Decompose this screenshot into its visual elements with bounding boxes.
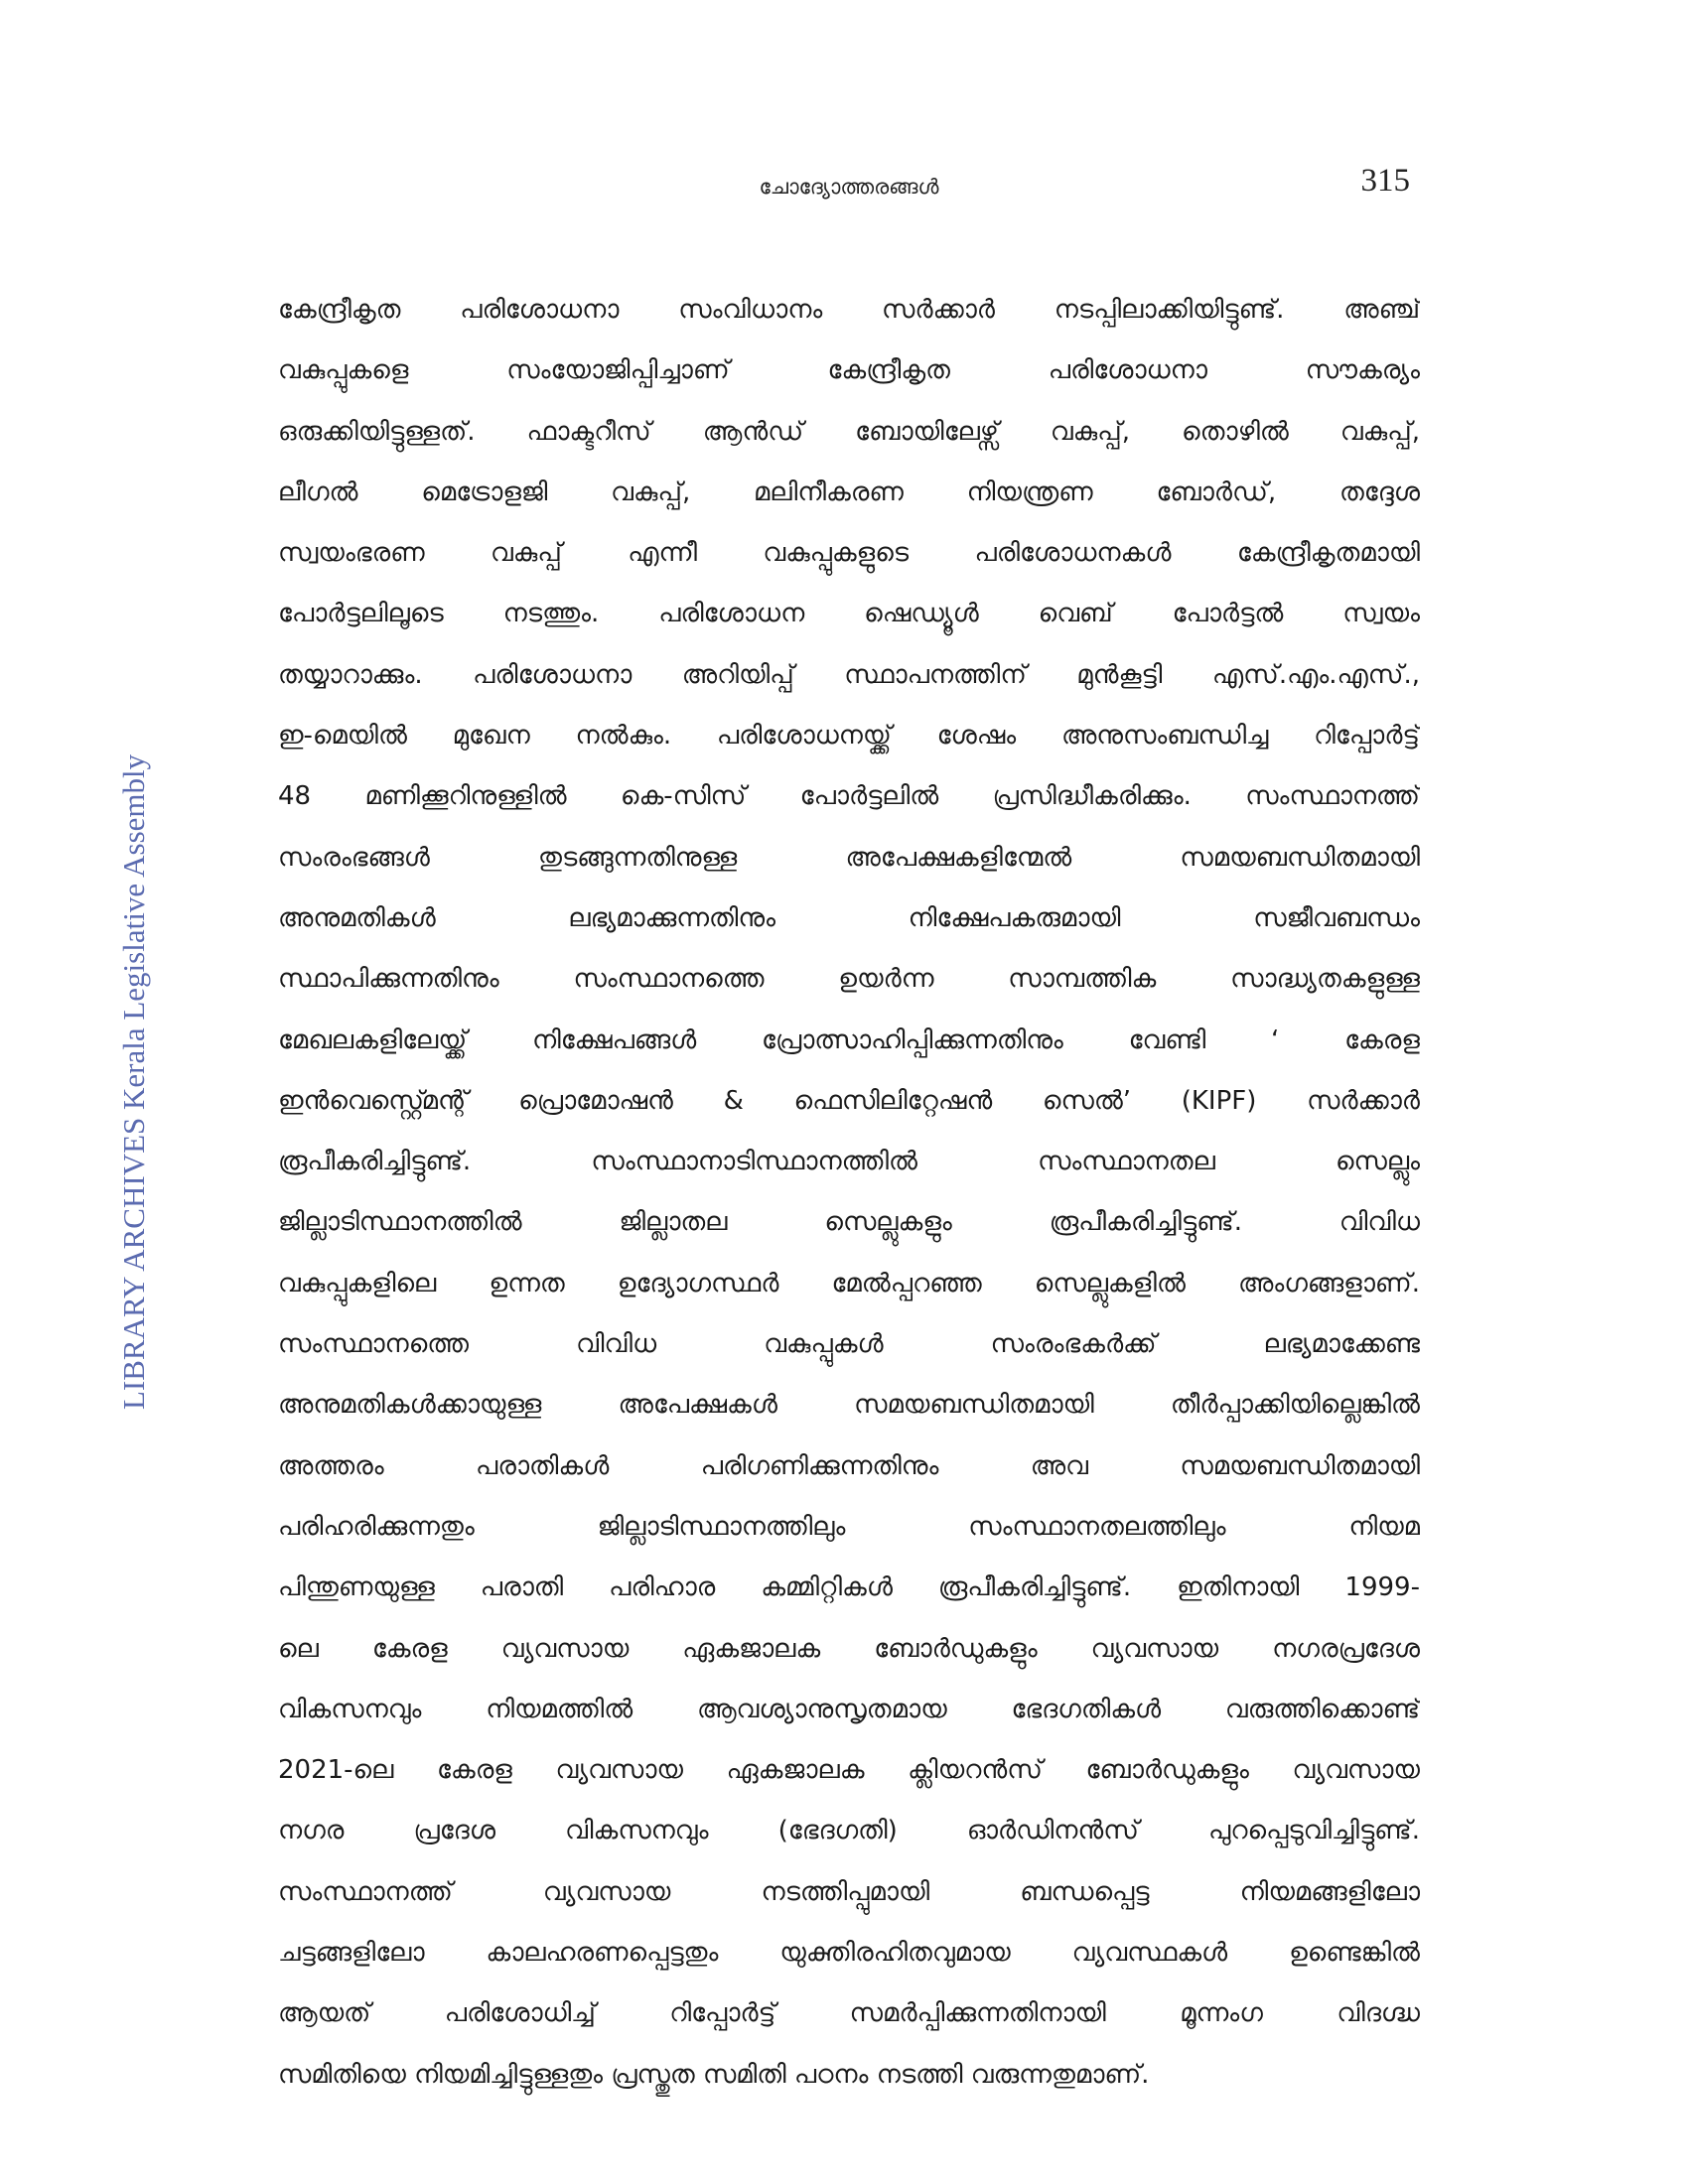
text-line: സ്വയംഭരണ വകുപ്പ് എന്നീ വകുപ്പുകളുടെ പരിശോധനകൾ കേന്ദ്രീകൃതമായി [278, 538, 1420, 569]
text-line: വികസനവും നിയമത്തിൽ ആവശ്യാനുസൃതമായ ഭേദഗതികൾ വരുത്തിക്കൊണ്ട് [278, 1694, 1420, 1724]
text-line: കേന്ദ്രീകൃത പരിശോധനാ സംവിധാനം സർക്കാർ നടപ്പിലാക്കിയിട്ടുണ്ട്. അഞ്ച് [278, 295, 1420, 325]
text-line: സംസ്ഥാനത്ത് വ്യവസായ നടത്തിപ്പുമായി ബന്ധപ്പെട്ട നിയമങ്ങളിലോ [278, 1876, 1420, 1907]
text-line: രൂപീകരിച്ചിട്ടുണ്ട്. സംസ്ഥാനാടിസ്ഥാനത്തിൽ സംസ്ഥാനതല സെല്ലും [278, 1147, 1420, 1177]
text-line: സംസ്ഥാനത്തെ വിവിധ വകുപ്പുകൾ സംരംഭകർക്ക് ലഭ്യമാക്കേണ്ട [278, 1329, 1420, 1360]
side-watermark: LIBRARY ARCHIVES Kerala Legislative Assembly [116, 753, 151, 1410]
text-line-last: സമിതിയെ നിയമിച്ചിട്ടുള്ളതും പ്രസ്തുത സമിതി പഠനം നടത്തി വരുന്നതുമാണ്. [278, 2059, 1150, 2090]
page-number: 315 [1360, 163, 1410, 199]
text-line: ഇ-മെയിൽ മുഖേന നൽകും. പരിശോധനയ്ക്ക് ശേഷം അനുസംബന്ധിച്ച റിപ്പോർട്ട് [278, 721, 1420, 751]
text-line: അനുമതികൾക്കായുള്ള അപേക്ഷകൾ സമയബന്ധിതമായി തീർപ്പാക്കിയില്ലെങ്കിൽ [278, 1390, 1420, 1421]
text-line: 48 മണിക്കൂറിനുള്ളിൽ കെ-സിസ് പോർട്ടലിൽ പ്രസിദ്ധീകരിക്കും. സംസ്ഥാനത്ത് [278, 781, 1420, 812]
text-line: ലീഗൽ മെട്രോളജി വകുപ്പ്, മലിനീകരണ നിയന്ത്രണ ബോർഡ്, തദ്ദേശ [278, 477, 1420, 507]
body-text [278, 280, 1420, 2106]
text-line: പോർട്ടലിലൂടെ നടത്തും. പരിശോധന ഷെഡ്യൂൾ വെബ് പോർട്ടൽ സ്വയം [278, 599, 1420, 629]
text-line: ചട്ടങ്ങളിലോ കാലഹരണപ്പെട്ടതും യുക്തിരഹിതവുമായ വ്യവസ്ഥകൾ ഉണ്ടെങ്കിൽ [278, 1938, 1420, 1969]
text-line: അനുമതികൾ ലഭ്യമാക്കുന്നതിനും നിക്ഷേപകരുമായി സജീവബന്ധം [278, 902, 1420, 933]
text-line: സംരംഭങ്ങൾ തുടങ്ങുന്നതിനുള്ള അപേക്ഷകളിന്മേൽ സമയബന്ധിതമായി [278, 842, 1420, 873]
text-line: ഇൻവെസ്റ്റ്മെന്റ് പ്രൊമോഷൻ & ഫെസിലിറ്റേഷൻ സെൽ’ (KIPF) സർക്കാർ [278, 1085, 1420, 1116]
text-line: വകുപ്പുകളിലെ ഉന്നത ഉദ്യോഗസ്ഥർ മേൽപ്പറഞ്ഞ സെല്ലുകളിൽ അംഗങ്ങളാണ്. [278, 1268, 1420, 1298]
text-line: ഒരുക്കിയിട്ടുള്ളത്. ഫാക്ടറീസ് ആൻഡ് ബോയിലേഴ്സ് വകുപ്പ്, തൊഴിൽ വകുപ്പ്, [278, 416, 1420, 447]
text-line: തയ്യാറാക്കും. പരിശോധനാ അറിയിപ്പ് സ്ഥാപനത്തിന് മുൻകൂട്ടി എസ്.എം.എസ്., [278, 659, 1420, 690]
text-line: ആയത് പരിശോധിച്ച് റിപ്പോർട്ട് സമർപ്പിക്കുന്നതിനായി മൂന്നംഗ വിദഗ്ദ്ധ [278, 1998, 1420, 2029]
text-line: നഗര പ്രദേശ വികസനവും (ഭേദഗതി) ഓർഡിനൻസ് പുറപ്പെടുവിച്ചിട്ടുണ്ട്. [278, 1816, 1420, 1846]
text-line: പിന്തുണയുള്ള പരാതി പരിഹാര കമ്മിറ്റികൾ രൂപീകരിച്ചിട്ടുണ്ട്. ഇതിനായി 1999- [278, 1572, 1420, 1603]
text-line: സ്ഥാപിക്കുന്നതിനും സംസ്ഥാനത്തെ ഉയർന്ന സാമ്പത്തിക സാദ്ധ്യതകളുള്ള [278, 964, 1420, 995]
running-title: ചോദ്യോത്തരങ്ങൾ [759, 175, 939, 199]
text-line: ലെ കേരള വ്യവസായ ഏകജാലക ബോർഡുകളും വ്യവസായ നഗരപ്രദേശ [278, 1633, 1420, 1664]
text-line: മേഖലകളിലേയ്ക്ക് നിക്ഷേപങ്ങൾ പ്രോത്സാഹിപ്പിക്കുന്നതിനും വേണ്ടി ‘ കേരള [278, 1024, 1420, 1055]
text-line: വകുപ്പുകളെ സംയോജിപ്പിച്ചാണ് കേന്ദ്രീകൃത പരിശോധനാ സൗകര്യം [278, 355, 1420, 386]
text-line: ജില്ലാടിസ്ഥാനത്തിൽ ജില്ലാതല സെല്ലുകളും രൂപീകരിച്ചിട്ടുണ്ട്. വിവിധ [278, 1207, 1420, 1238]
text-line: 2021-ലെ കേരള വ്യവസായ ഏകജാലക ക്ലിയറൻസ് ബോർഡുകളും വ്യവസായ [278, 1755, 1420, 1786]
text-line: പരിഹരിക്കുന്നതും ജില്ലാടിസ്ഥാനത്തിലും സംസ്ഥാനതലത്തിലും നിയമ [278, 1511, 1420, 1542]
page-header [278, 163, 1420, 206]
text-line: അത്തരം പരാതികൾ പരിഗണിക്കുന്നതിനും അവ സമയബന്ധിതമായി [278, 1450, 1420, 1481]
